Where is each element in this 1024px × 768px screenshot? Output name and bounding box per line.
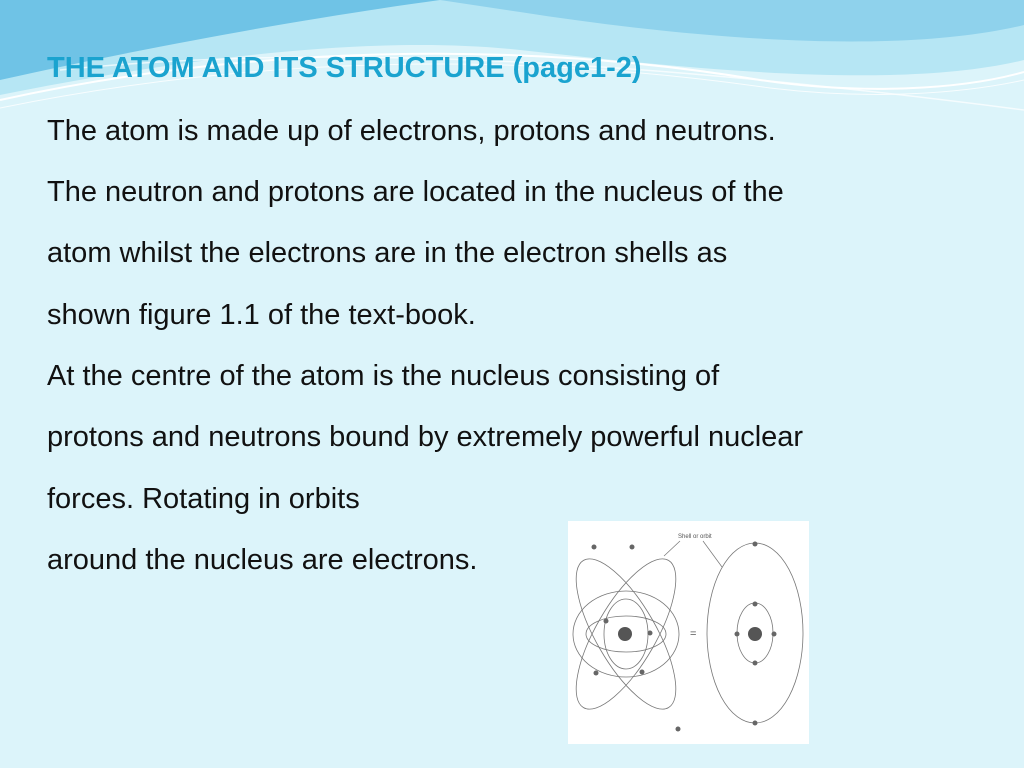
atom-diagram [568,521,809,744]
label-leader-line [703,541,722,567]
body-line: atom whilst the electrons are in the electron shells as [47,237,728,269]
body-line: around the nucleus are electrons. [47,544,478,576]
shell-label: Shell or orbit [678,534,712,540]
atom-figure [568,521,809,744]
equals-sign: = [690,628,697,640]
body-line: shown figure 1.1 of the text-book. [47,299,476,331]
body-line: The neutron and protons are located in the nucleus of the [47,176,784,208]
body-line: protons and neutrons bound by extremely powerful nuclear [47,421,804,453]
nucleus-left [618,627,632,641]
slide-title: THE ATOM AND ITS STRUCTURE (page1-2) [47,52,642,84]
body-line: forces. Rotating in orbits [47,483,360,515]
nucleus-right [748,627,762,641]
body-line: The atom is made up of electrons, protons and neutrons. [47,115,776,147]
body-line: At the centre of the atom is the nucleus consisting of [47,360,720,392]
label-leader-line [664,541,680,556]
